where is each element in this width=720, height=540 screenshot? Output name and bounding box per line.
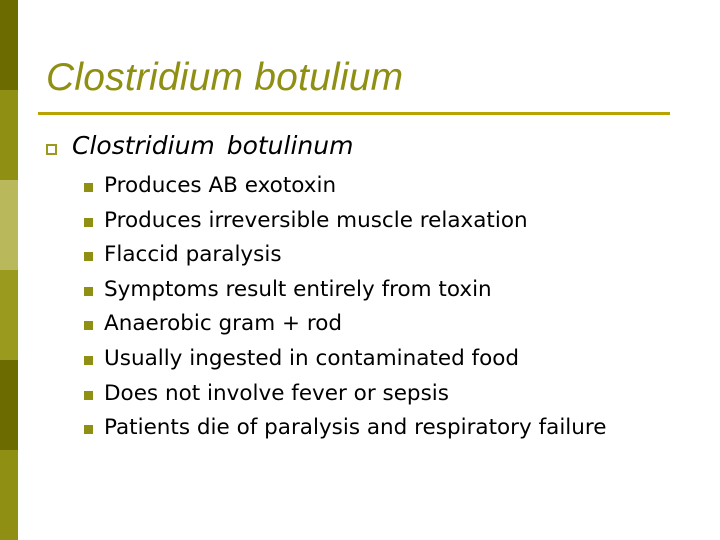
list-item-text: Produces irreversible muscle relaxation	[104, 207, 528, 233]
main-bullet-text: Clostridium botulinum	[72, 131, 354, 160]
square-bullet-icon	[84, 321, 93, 330]
square-bullet-icon	[84, 391, 93, 400]
square-bullet-icon	[84, 218, 93, 227]
slide-title: Clostridium botulium	[46, 56, 404, 99]
square-bullet-icon	[84, 252, 93, 261]
square-bullet-icon	[84, 183, 93, 192]
hollow-square-bullet-icon	[46, 144, 57, 155]
sidebar-segment	[0, 90, 18, 180]
sidebar-segment	[0, 450, 18, 540]
square-bullet-icon	[84, 287, 93, 296]
list-item-text: Flaccid paralysis	[104, 242, 282, 268]
list-item-text: Symptoms result entirely from toxin	[104, 276, 492, 302]
sidebar-segment	[0, 360, 18, 450]
list-item-text: Patients die of paralysis and respiratory failure	[104, 415, 607, 441]
sidebar-segment	[0, 270, 18, 360]
list-item-text: Usually ingested in contaminated food	[104, 345, 520, 371]
sidebar-segment	[0, 0, 18, 90]
list-item-text: Produces AB exotoxin	[104, 173, 337, 198]
sidebar-stripe	[0, 0, 18, 540]
square-bullet-icon	[84, 356, 93, 365]
list-item-text: Does not involve fever or sepsis	[104, 380, 449, 406]
square-bullet-icon	[84, 425, 93, 434]
sidebar-segment	[0, 180, 18, 270]
list-item-text: Anaerobic gram + rod	[104, 311, 342, 337]
title-divider	[38, 112, 670, 115]
